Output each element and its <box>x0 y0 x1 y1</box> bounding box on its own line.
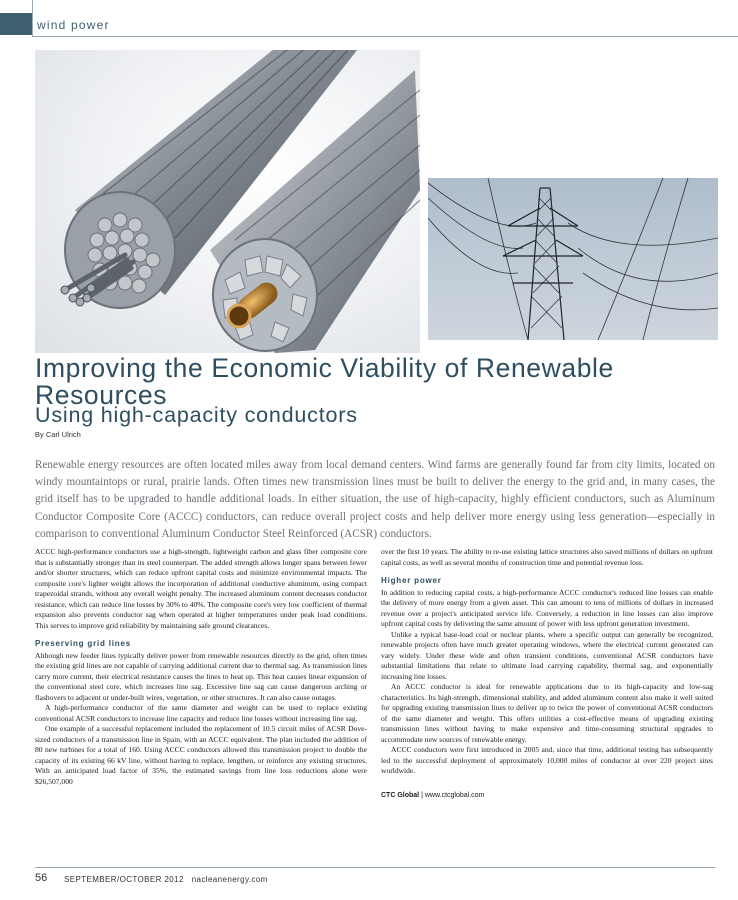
body-paragraph: An ACCC conductor is ideal for renewable applications due to its high-capacity and low-sag characteristics. Its high-strength, dimensional stability, and added aluminum content also make it well suited for upgrading existing transmission lines to deliver up to twice the power of conventional ACSR conductors of the same diameter and weight. This offers utilities a cost-effective means of upgrading existing transmission lines without having to make expensive and time-consuming structural upgrades to accommodate new sources of renewable energy. <box>381 682 713 744</box>
issue-date: SEPTEMBER/OCTOBER 2012 <box>64 875 184 884</box>
article-title: Improving the Economic Viability of Renewable Resources <box>35 353 614 410</box>
footer-rule <box>35 867 715 868</box>
footer-line <box>64 875 268 884</box>
transmission-tower-illustration <box>428 178 718 340</box>
header-vertical-rule <box>32 0 33 36</box>
conductor-cables-illustration <box>35 50 420 353</box>
transmission-tower-photo <box>428 178 718 340</box>
credit-separator: | <box>419 791 425 799</box>
body-paragraph: One example of a successful replacement included the replacement of 10.5 circuit miles of ACSR Dove-sized conductors of a transmission line in Spain, with an ACCC equivalent. The plan included the addition of 80 new turbines for a total of 160. Using ACCC conductors allowed this transmission project to double the capacity of its existing 66 kV line, without having to replace, lengthen, or reinforce any existing structures. With an anticipated load factor of 35%, the estimated savings from line loss reductions alone were $26,507,000 <box>35 724 367 786</box>
body-paragraph: Unlike a typical base-load coal or nuclear plants, where a specific output can generally be recognized, renewable projects often have much greater operating windows, where the electrical current generated can vary widely. Under these wide and often transient conditions, conventional ACSR conductors have substantial limitations that relate to ultimate load carrying capability, thermal sag, and exponentially increasing line losses. <box>381 629 713 681</box>
body-column-left <box>35 547 367 787</box>
body-paragraph: Although new feeder lines typically deliver power from renewable resources directly to the grid, often times the existing grid lines are not capable of carrying additional current due to thermal sag. As transmission lines carry more current, their electrical resistance causes the lines to heat up. This heat causes linear expansion of the conventional steel core, which increases line sag. Excessive line sag can cause dangerous arching or flashovers to adjacent or under-built wires, vegetation, or other structures. It can also cause outages. <box>35 650 367 702</box>
credit-url[interactable]: www.ctcglobal.com <box>424 791 485 799</box>
page-number: 56 <box>35 872 48 884</box>
site-url[interactable]: nacleanenergy.com <box>191 875 268 884</box>
section-heading-higher-power: Higher power <box>381 576 442 585</box>
section-label: wind power <box>37 18 110 32</box>
conductor-cables-photo <box>35 50 420 353</box>
body-paragraph: over the first 10 years. The ability to re-use existing lattice structures also saved millions of dollars on upfront capital costs, as well as several months of construction time and potential revenue loss. <box>381 547 713 567</box>
body-paragraph: ACCC conductors were first introduced in 2005 and, since that time, additional testing has subsequently led to the successful deployment of approximately 10,000 miles of conductor at over 220 project sites worldwide. <box>381 745 713 775</box>
header-rule <box>32 36 738 37</box>
source-credit <box>381 791 713 802</box>
article-subtitle: Using high-capacity conductors <box>35 403 358 427</box>
body-column-right <box>381 547 713 801</box>
section-color-block <box>0 13 32 35</box>
section-heading-preserving: Preserving grid lines <box>35 639 131 648</box>
byline: By Carl Ulrich <box>35 430 81 439</box>
article-deck: Renewable energy resources are often located miles away from local demand centers. Wind farms are generally found far from city limits, located on windy mountaintops or rural, prairie lands. Often times new transmission lines must be built to deliver the energy to the grid and, in many cases, the grid itself has to be upgraded to handle additional loads. In either situation, the use of high-capacity, highly efficient conductors, such as Aluminum Conductor Composite Core (ACCC) conductors, can reduce overall project costs and help deliver more energy using less generation—especially in comparison to conventional Aluminum Conductor Steel Reinforced (ACSR) conductors. <box>35 459 715 540</box>
body-paragraph: A high-performance conductor of the same diameter and weight can be used to replace existing conventional ACSR conductors to increase line capacity and reduce line losses without increasing line sag. <box>35 703 367 723</box>
credit-organization: CTC Global <box>381 791 420 799</box>
body-paragraph: ACCC high-performance conductors use a high-strength, lightweight carbon and glass fiber composite core that is substantially stronger than its steel counterpart. The added strength allows longer spans between fewer and/or shorter structures, which can reduce upfront capital costs and minimize environmental impacts. The composite core's lighter weight allows the incorporation of additional conductive aluminum, using compact trapezoidal strands, without any overall weight penalty. The increased aluminum content decreases conductor resistance, which can reduce line losses by 30% to 40%. The composite core's very low coefficient of thermal expansion also prevents conductor sag when operated at higher temperatures under peak load conditions. This serves to improve grid reliability by maintaining safe ground clearances. <box>35 547 367 630</box>
body-paragraph: In addition to reducing capital costs, a high-performance ACCC conductor's reduced line losses can enable the delivery of more energy from a given asset. This can amount to tens of millions of dollars in increased revenue over a project's anticipated service life. Conversely, a reduction in line losses can also improve upfront capital costs by delivering the same amount of power with less upfront generation investment. <box>381 587 713 628</box>
